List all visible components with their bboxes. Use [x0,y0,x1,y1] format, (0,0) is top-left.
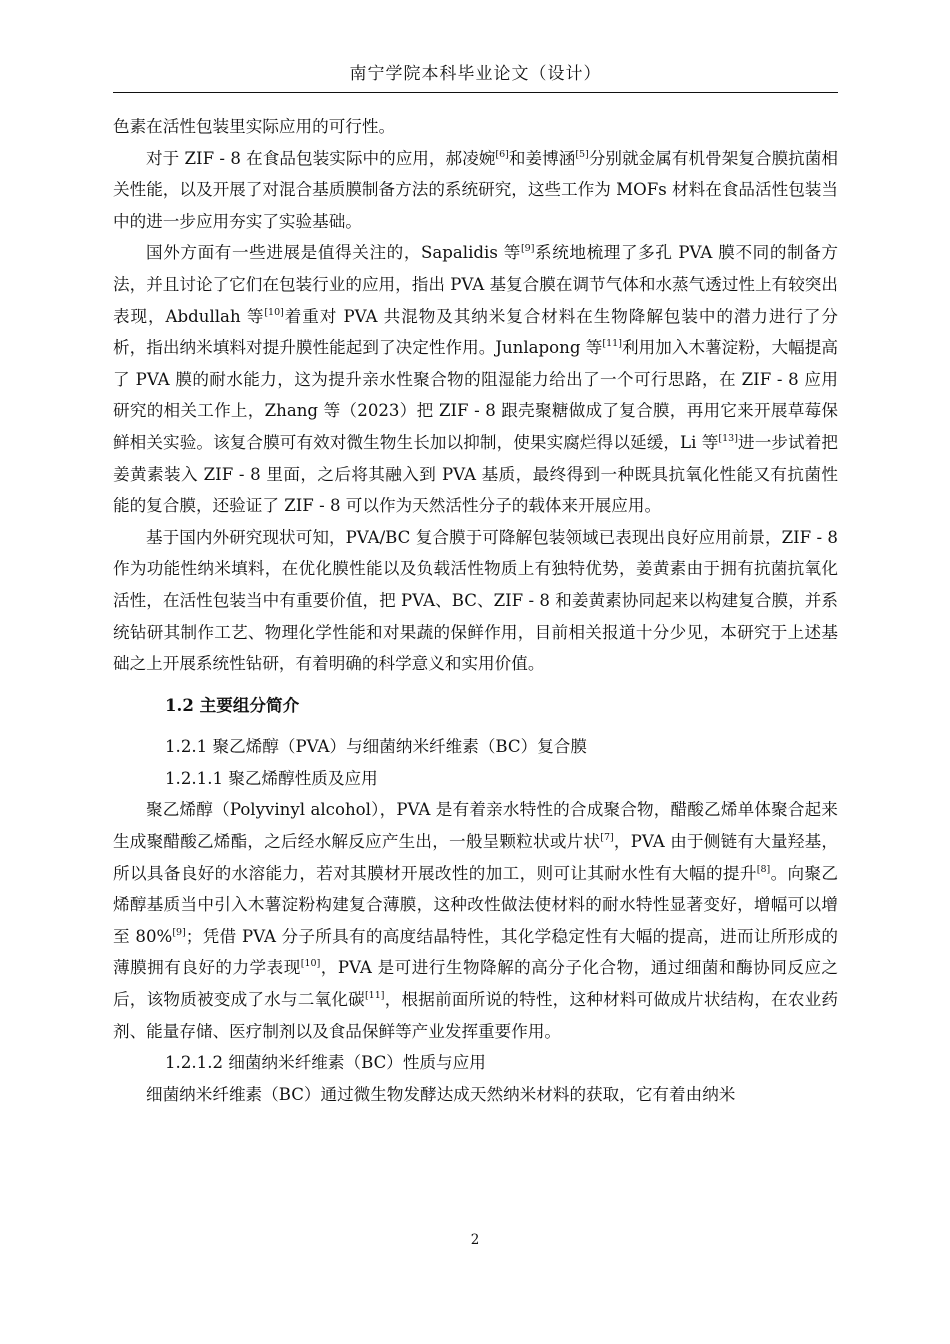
citation: [9] [520,243,535,255]
text-run: 着重对 PVA 共混物及其纳米复合材料在生物降解包装中的潜力进行了分析，指出纳米填料对提升膜性能起到了决定性作用。Junlapong 等 [113,306,838,358]
text-run: 聚乙烯醇（Polyvinyl alcohol），PVA 是有着亲水特性的合成聚合物，醋酸乙烯单体聚合起来生成聚醋酸乙烯酯，之后经水解反应产生出，一般呈颗粒状或片状 [113,800,838,852]
citation: [5] [575,148,589,160]
paragraph-bc-properties: 细菌纳米纤维素（BC）通过微生物发酵达成天然纳米材料的获取，它有着由纳米 [146,1084,736,1104]
paragraph-continuation: 色素在活性包装里实际应用的可行性。 [113,117,396,136]
citation: [7] [600,832,614,844]
text-run: ；凭借 PVA 分子所具有的高度结晶特性，其化学稳定性有大幅的提高，进而让所形成的薄膜拥有良好的力学表现 [113,926,838,978]
page-body [113,111,838,1110]
page-header: 南宁学院本科毕业论文（设计） [349,64,602,84]
text-run: 进一步试着把姜黄素装入 ZIF - 8 里面，之后将其融入到 PVA 基质，最终得到一种既具抗氧化性能又有抗菌性能的复合膜，还验证了 ZIF - 8 可以作为天然活性分子的载体来开展应用。 [113,432,839,516]
text-run: ，PVA 是可进行生物降解的高分子化合物，通过细菌和酶协同反应之后，该物质被变成了水与二氧化碳 [113,958,839,1010]
section-heading-1-2: 1.2 主要组分简介 [165,694,300,715]
text-run: ，根据前面所说的特性，这种材料可做成片状结构，在农业药剂、能量存储、医疗制剂以及食品保鲜等产业发挥重要作用。 [113,990,839,1041]
page-number: 2 [470,1232,480,1248]
text-run: 系统地梳理了多孔 PVA 膜不同的制备方法，并且讨论了它们在包装行业的应用，指出 PVA 基复合膜在调节气体和水蒸气透过性上有较突出表现，Abdullah 等 [113,243,838,326]
citation: [13] [718,432,738,444]
paragraph-pva-properties [113,794,838,1047]
text-run: 利用加入木薯淀粉，大幅提高了 PVA 膜的耐水能力，这为提升亲水性聚合物的阻湿能力给出了一个可行思路，在 ZIF - 8 应用研究的相关工作上，Zhang 等（2023）把 ZIF - 8 跟壳聚糖做成了复合膜，再用它来开展草莓保鲜相关实验。该复合膜可有效对微生物生长加以抑制，使果实腐烂得以延缓，Li 等 [113,338,839,452]
section-heading-1-2-1-2: 1.2.1.2 细菌纳米纤维素（BC）性质与应用 [165,1053,486,1073]
text-run: 对于 ZIF - 8 在食品包装实际中的应用，郝凌婉 [146,148,496,168]
citation: [11] [364,990,385,1002]
citation: [10] [264,306,284,318]
citation: [10] [300,958,321,970]
header-rule [113,92,838,93]
text-run: 分别就金属有机骨架复合膜抗菌相关性能，以及开展了对混合基质膜制备方法的系统研究，这些工作为 MOFs 材料在食品活性包装当中的进一步应用夯实了实验基础。 [113,148,838,231]
citation: [8] [756,863,771,875]
citation: [9] [172,926,186,938]
paragraph-foreign-progress [113,237,838,521]
citation: [11] [602,338,622,350]
text-run: 国外方面有一些进展是值得关注的，Sapalidis 等 [146,243,521,263]
text-run: ，PVA 由于侧链有大量羟基，所以具备良好的水溶能力，若对其膜材开展改性的加工，则可让其耐水性有大幅的提升 [113,832,839,883]
text-run: 和姜博涵 [508,148,576,168]
citation: [6] [495,148,509,160]
section-heading-1-2-1-1: 1.2.1.1 聚乙烯醇性质及应用 [165,768,378,788]
text-run: 。向聚乙烯醇基质当中引入木薯淀粉构建复合薄膜，这种改性做法使材料的耐水特性显著变好，增幅可以增至 80% [113,863,838,946]
paragraph-research-summary: 基于国内外研究现状可知，PVA/BC 复合膜于可降解包装领域已表现出良好应用前景，ZIF - 8 作为功能性纳米填料，在优化膜性能以及负载活性物质上有独特优势，姜黄素由于拥有抗菌抗氧化活性，在活性包装当中有重要价值，把 PVA、BC、ZIF - 8 和姜黄素协同起来以构建复合膜，并系统钻研其制作工艺、物理化学性能和对果蔬的保鲜作用，目前相关报道十分少见，本研究于上述基础之上开展系统性钻研，有着明确的科学意义和实用价值。 [113,527,838,674]
section-heading-1-2-1: 1.2.1 聚乙烯醇（PVA）与细菌纳米纤维素（BC）复合膜 [165,737,587,757]
paragraph-zif8-domestic [113,143,838,238]
